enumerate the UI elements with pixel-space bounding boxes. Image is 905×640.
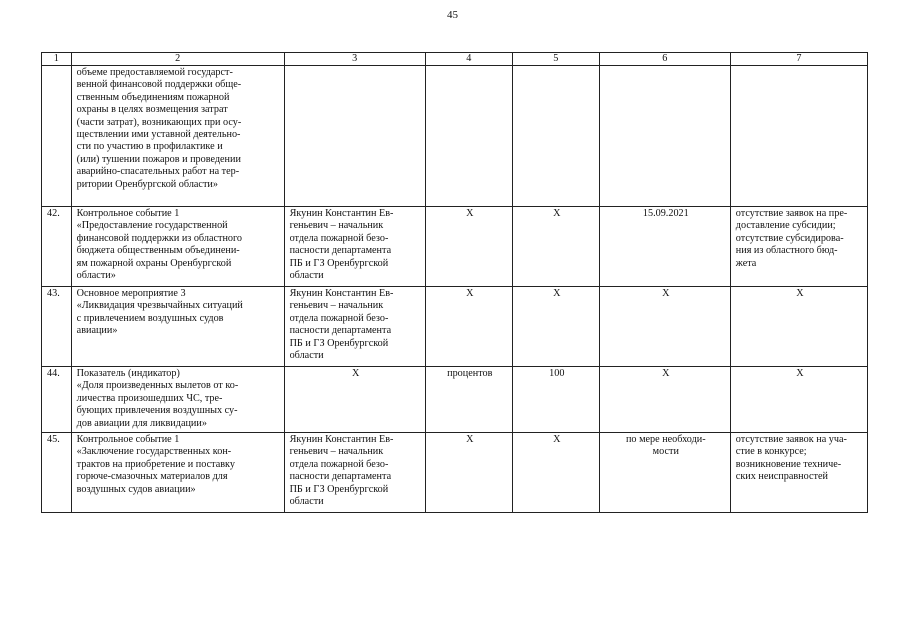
unit-cell — [425, 66, 512, 207]
event-description-cell-line: ществлении ими уставной деятельно- — [76, 129, 241, 141]
unit-cell: процентов — [425, 367, 512, 433]
event-description-cell-line: ям пожарной охраны Оренбургской — [76, 257, 232, 269]
risk-cell-line: ния из областного бюд- — [735, 245, 838, 257]
responsible-person-cell — [284, 287, 425, 367]
table-row — [42, 433, 868, 513]
responsible-person-cell-line: ПБ и ГЗ Оренбургской — [289, 257, 389, 269]
column-header-2: 2 — [71, 53, 284, 66]
unit-cell: X — [425, 433, 512, 513]
event-description-cell-line: объеме предоставляемой государст- — [76, 67, 233, 78]
event-description-cell — [71, 287, 284, 367]
event-description-cell-line: (части затрат), возникающих при осу- — [76, 116, 242, 128]
date-cell — [599, 433, 730, 513]
row-number: 43. — [42, 287, 72, 367]
value-cell: 100 — [512, 367, 599, 433]
value-cell: X — [512, 433, 599, 513]
responsible-person-cell-line: области — [289, 270, 324, 282]
responsible-person-cell-line: геньевич – начальник — [289, 446, 384, 458]
value-cell: X — [512, 287, 599, 367]
responsible-person-cell-line: отдела пожарной безо- — [289, 232, 389, 244]
event-description-cell-line: Основное мероприятие 3 — [76, 288, 186, 299]
event-description-cell-line: «Ликвидация чрезвычайных ситуаций — [76, 300, 243, 312]
event-description-cell-line: воздушных судов авиации» — [76, 483, 196, 495]
responsible-person-cell-line: геньевич – начальник — [289, 220, 384, 232]
date-cell — [599, 66, 730, 207]
column-header-6: 6 — [599, 53, 730, 66]
risk-cell — [730, 66, 867, 207]
responsible-person-cell-line: области — [289, 350, 324, 362]
document-table — [41, 52, 868, 513]
event-description-cell-line: бующих привлечения воздушных су- — [76, 405, 238, 417]
event-description-cell — [71, 207, 284, 287]
date-cell-line: X — [662, 368, 670, 379]
event-description-cell-line: сти по участию в профилактике и — [76, 141, 223, 153]
risk-cell — [730, 367, 867, 433]
event-description-cell — [71, 367, 284, 433]
event-description-cell-line: трактов на приобретение и поставку — [76, 458, 235, 470]
column-header-4: 4 — [425, 53, 512, 66]
header-row — [42, 53, 868, 66]
event-description-cell-line: Показатель (индикатор) — [76, 368, 180, 379]
responsible-person-cell — [284, 367, 425, 433]
event-description-cell-line: авиации» — [76, 325, 118, 337]
event-description-cell — [71, 433, 284, 513]
date-cell-line: мости — [652, 446, 679, 458]
row-number: 45. — [42, 433, 72, 513]
column-header-3: 3 — [284, 53, 425, 66]
responsible-person-cell-line: отдела пожарной безо- — [289, 458, 389, 470]
table-row — [42, 207, 868, 287]
date-cell-line: X — [662, 288, 670, 299]
event-description-cell-line: Контрольное событие 1 — [76, 434, 180, 445]
risk-cell-line: отсутствие заявок на уча- — [735, 434, 847, 445]
event-description-cell-line: Контрольное событие 1 — [76, 208, 180, 219]
event-description-cell-line: (или) тушении пожаров и проведении — [76, 153, 241, 165]
column-header-7: 7 — [730, 53, 867, 66]
event-description-cell-line: «Заключение государственных кон- — [76, 446, 232, 458]
column-header-5: 5 — [512, 53, 599, 66]
risk-cell-line: ских неисправностей — [735, 471, 828, 483]
event-description-cell-line: охраны в целях возмещения затрат — [76, 104, 228, 116]
unit-cell: X — [425, 207, 512, 287]
event-description-cell-line: аварийно-спасательных работ на тер- — [76, 166, 240, 178]
event-description-cell-line: с привлечением воздушных судов — [76, 312, 224, 324]
row-number: 44. — [42, 367, 72, 433]
responsible-person-cell-line: отдела пожарной безо- — [289, 312, 389, 324]
risk-cell-line: X — [796, 288, 804, 299]
responsible-person-cell-line: ПБ и ГЗ Оренбургской — [289, 483, 389, 495]
risk-cell-line: стие в конкурсе; — [735, 446, 807, 458]
responsible-person-cell-line: X — [352, 368, 360, 379]
risk-cell-line: отсутствие заявок на пре- — [735, 208, 848, 219]
event-description-cell-line: ритории Оренбургской области» — [76, 178, 218, 190]
event-description-cell-line: финансовой поддержки из областного — [76, 232, 243, 244]
responsible-person-cell-line: геньевич – начальник — [289, 300, 384, 312]
risk-cell — [730, 287, 867, 367]
event-description-cell-line: области» — [76, 270, 116, 282]
responsible-person-cell-line: Якунин Константин Ев- — [289, 434, 394, 445]
event-description-cell-line: бюджета общественным объединени- — [76, 245, 240, 257]
risk-cell-line: жета — [735, 257, 757, 269]
page-number: 45 — [447, 9, 458, 21]
date-cell — [599, 207, 730, 287]
responsible-person-cell-line: пасности департамента — [289, 245, 392, 257]
responsible-person-cell-line: области — [289, 496, 324, 508]
table-row — [42, 66, 868, 207]
responsible-person-cell — [284, 433, 425, 513]
date-cell-line: по мере необходи- — [625, 434, 706, 445]
risk-cell-line: отсутствие субсидирова- — [735, 232, 844, 244]
event-description-cell-line: ственным объединениям пожарной — [76, 91, 230, 103]
event-description-cell-line: «Доля произведенных вылетов от ко- — [76, 380, 239, 392]
event-description-cell-line: «Предоставление государственной — [76, 220, 228, 232]
responsible-person-cell-line: пасности департамента — [289, 325, 392, 337]
responsible-person-cell — [284, 207, 425, 287]
risk-cell-line: доставление субсидии; — [735, 220, 836, 232]
risk-cell — [730, 207, 867, 287]
event-description-cell-line: личества произошедших ЧС, тре- — [76, 392, 223, 404]
row-number: 42. — [42, 207, 72, 287]
event-description-cell-line: венной финансовой поддержки обще- — [76, 79, 242, 91]
row-number — [42, 66, 72, 207]
event-description-cell-line: горюче-смазочных материалов для — [76, 471, 228, 483]
risk-cell — [730, 433, 867, 513]
value-cell — [512, 66, 599, 207]
responsible-person-cell-line: ПБ и ГЗ Оренбургской — [289, 337, 389, 349]
risk-cell-line: возникновение техниче- — [735, 458, 842, 470]
date-cell — [599, 287, 730, 367]
date-cell-line: 15.09.2021 — [642, 208, 689, 219]
date-cell — [599, 367, 730, 433]
responsible-person-cell-line: пасности департамента — [289, 471, 392, 483]
table-row — [42, 367, 868, 433]
event-description-cell-line: дов авиации для ликвидации» — [76, 417, 207, 429]
unit-cell: X — [425, 287, 512, 367]
responsible-person-cell-line: Якунин Константин Ев- — [289, 288, 394, 299]
risk-cell-line: X — [796, 368, 804, 379]
responsible-person-cell-line: Якунин Константин Ев- — [289, 208, 394, 219]
value-cell: X — [512, 207, 599, 287]
table-row — [42, 287, 868, 367]
event-description-cell — [71, 66, 284, 207]
responsible-person-cell — [284, 66, 425, 207]
column-header-1: 1 — [42, 53, 72, 66]
